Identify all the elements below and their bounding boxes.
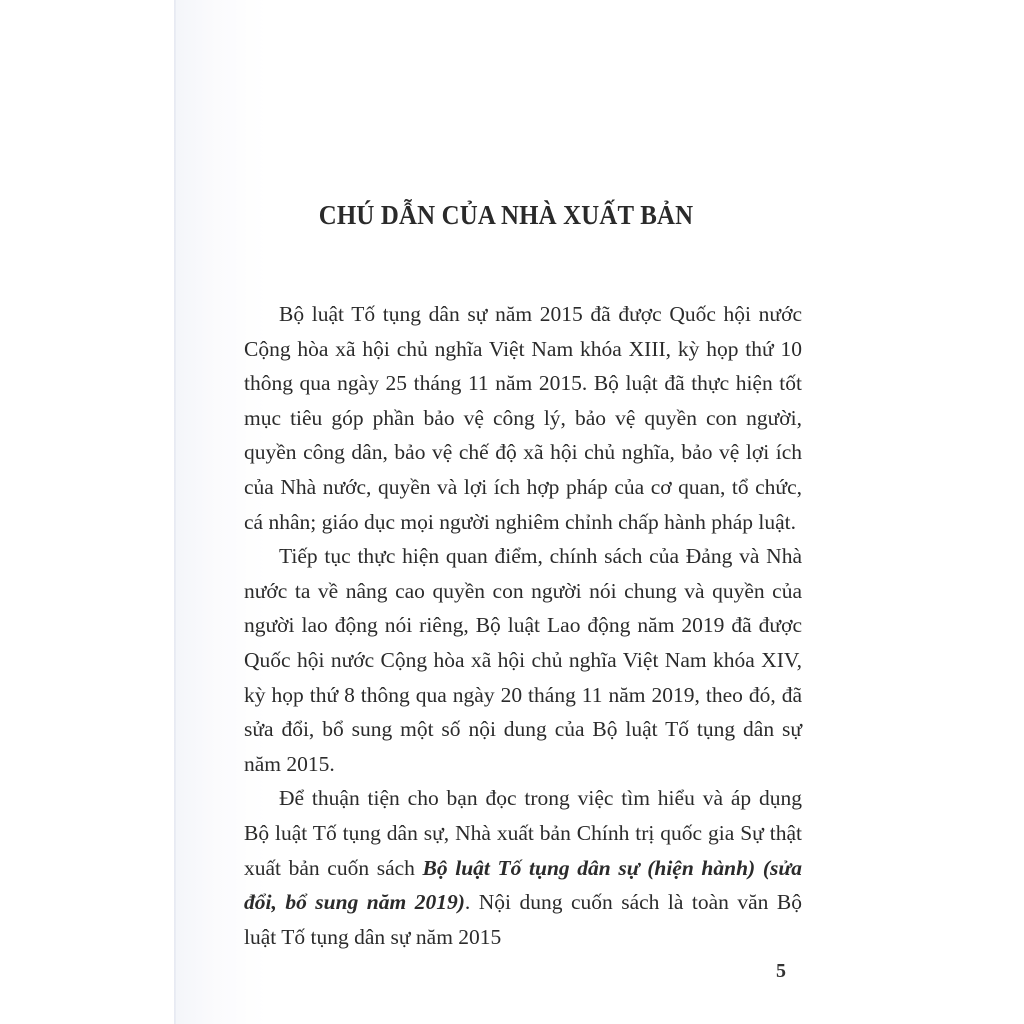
paragraph-2: Tiếp tục thực hiện quan điểm, chính sách của Đảng và Nhà nước ta về nâng cao quyền con người nói chung và quyền của người lao động nói riêng, Bộ luật Lao động năm 2019 đã được Quốc hội nước Cộng hòa xã hội chủ nghĩa Việt Nam khóa XIV, kỳ họp thứ 8 thông qua ngày 20 tháng 11 năm 2019, theo đó, đã sửa đổi, bổ sung một số nội dung của Bộ luật Tố tụng dân sự năm 2015. (244, 544, 802, 776)
body-text (244, 297, 802, 954)
book-title: Bộ luật Tố tụng dân sự (hiện hành) (sửa đổi, bổ sung năm 2019) (244, 855, 802, 915)
paragraph-3-outro: . Nội dung cuốn sách là toàn văn Bộ luật Tố tụng dân sự năm 2015 (244, 890, 802, 949)
page-number: 5 (776, 960, 786, 982)
paragraph-3-intro: Để thuận tiện cho bạn đọc trong việc tìm hiểu và áp dụng Bộ luật Tố tụng dân sự, Nhà xuất bản Chính trị quốc gia Sự thật xuất bản cuốn sách (244, 786, 802, 880)
paragraph-3 (244, 781, 802, 954)
paragraph-1: Bộ luật Tố tụng dân sự năm 2015 đã được Quốc hội nước Cộng hòa xã hội chủ nghĩa Việt Nam khóa XIII, kỳ họp thứ 10 thông qua ngày 25 tháng 11 năm 2015. Bộ luật đã thực hiện tốt mục tiêu góp phần bảo vệ công lý, bảo vệ quyền con người, quyền công dân, bảo vệ chế độ xã hội chủ nghĩa, bảo vệ lợi ích của Nhà nước, quyền và lợi ích hợp pháp của cơ quan, tổ chức, cá nhân; giáo dục mọi người nghiêm chỉnh chấp hành pháp luật. (244, 302, 802, 534)
page-title: CHÚ DẪN CỦA NHÀ XUẤT BẢN (318, 200, 694, 230)
